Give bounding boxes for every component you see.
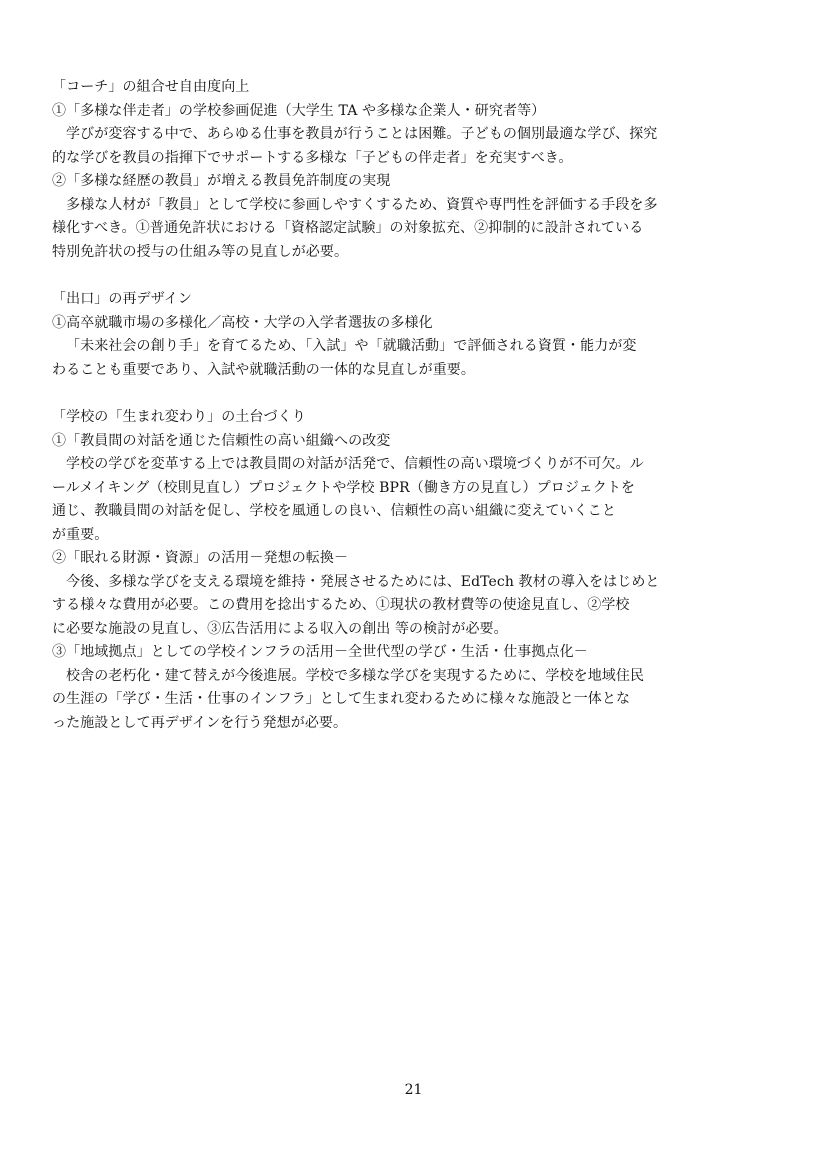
item-title: ①「多様な伴走者」の学校参画促進（大学生 TA や多様な企業人・研究者等）	[52, 102, 546, 119]
item-body-line: 様化すべき。①普通免許状における「資格認定試験」の対象拡充、②抑制的に設計されている	[52, 220, 644, 236]
item-body-line: に必要な施設の見直し、③広告活用による収入の創出 等の検討が必要。	[52, 620, 508, 637]
item-body-line: 学校の学びを変革する上では教員間の対話が活発で、信頼性の高い環境づくりが不可欠。ル	[66, 456, 644, 472]
section-school-foundation	[52, 406, 782, 735]
section-coach	[52, 76, 782, 264]
section-heading: 「学校の「生まれ変わり」の土台づくり	[52, 409, 306, 425]
page-number: 21	[404, 1082, 423, 1098]
item-title: ①「教員間の対話を通じた信頼性の高い組織への改変	[52, 432, 391, 449]
item-body-line: 通じ、教職員間の対話を促し、学校を風通しの良い、信頼性の高い組織に変えていくこと	[52, 503, 616, 519]
item-body-line: 今後、多様な学びを支える環境を維持・発展させるためには、EdTech 教材の導入をはじめと	[66, 573, 660, 590]
item-body-line: する様々な費用が必要。この費用を捻出するため、①現状の教材費等の使途見直し、②学校	[52, 597, 630, 613]
item-body-line: 校舎の老朽化・建て替えが今後進展。学校で多様な学びを実現するために、学校を地域住民	[66, 667, 645, 684]
section-exit	[52, 288, 782, 382]
item-body-line: ールメイキング（校則見直し）プロジェクトや学校 BPR（働き方の見直し）プロジェクトを	[52, 479, 636, 496]
item-body-line: わることも重要であり、入試や就職活動の一体的な見直しが重要。	[52, 361, 475, 378]
item-body-line: 多様な人材が「教員」として学校に参画しやすくするため、資質や専門性を評価する手段を多	[66, 196, 658, 213]
item-body-line: 学びが変容する中で、あらゆる仕事を教員が行うことは困難。子どもの個別最適な学び、探究	[66, 126, 658, 142]
item-body-line: が重要。	[52, 526, 109, 543]
section-heading: 「コーチ」の組合せ自由度向上	[52, 79, 250, 95]
item-body-line: った施設として再デザインを行う発想が必要。	[52, 714, 348, 731]
item-body-line: 特別免許状の授与の仕組み等の見直しが必要。	[52, 243, 349, 260]
item-title: ③「地域拠点」としての学校インフラの活用－全世代型の学び・生活・仕事拠点化－	[52, 644, 588, 660]
section-heading: 「出口」の再デザイン	[52, 291, 193, 307]
item-body-line: 「未来社会の創り手」を育てるため、「入試」や「就職活動」で評価される資質・能力が変	[66, 338, 637, 354]
item-body-line: 的な学びを教員の指揮下でサポートする多様な「子どもの伴走者」を充実すべき。	[52, 149, 573, 166]
item-title: ②「多様な経歴の教員」が増える教員免許制度の実現	[52, 173, 391, 189]
item-title: ②「眠れる財源・資源」の活用－発想の転換－	[52, 550, 349, 566]
item-title: ①高卒就職市場の多様化／高校・大学の入学者選抜の多様化	[52, 314, 433, 331]
item-body-line: の生涯の「学び・生活・仕事のインフラ」として生まれ変わるために様々な施設と一体とな	[52, 691, 631, 707]
document-body	[52, 76, 782, 759]
